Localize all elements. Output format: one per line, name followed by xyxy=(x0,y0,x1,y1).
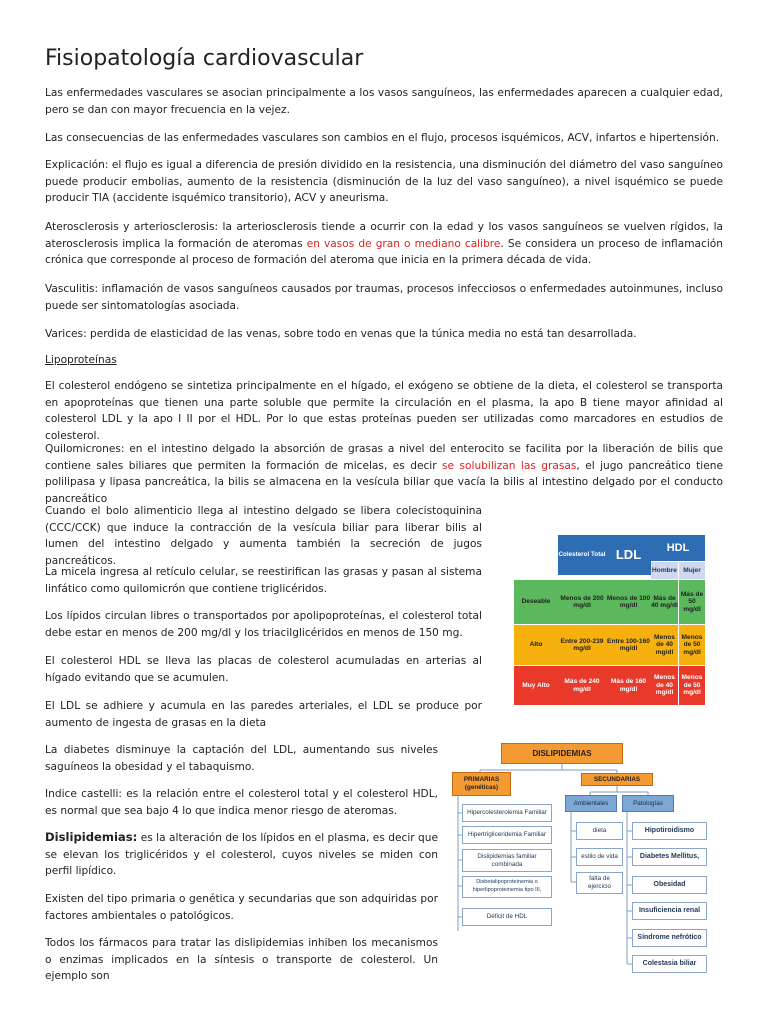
cell-hombre-muy-alto: Menos de 40 mg/dl xyxy=(651,666,678,705)
diagram-prim-item: Hipercolesterolemia Familiar xyxy=(462,804,552,822)
paragraph-hdl: El colesterol HDL se lleva las placas de colesterol acumuladas en arterias al hígado evitando que se acumulen. xyxy=(45,655,482,684)
highlight-text: en vasos de gran o mediano calibre xyxy=(306,237,501,250)
diagram-pat-item: Colestasia biliar xyxy=(632,955,707,973)
text: Quilomicrones: en el intestino delgado la absorción de grasas a nivel del enterocito se facilita por la liberación de bilis que contiene sales biliares que permiten la formación de micelas, es decir xyxy=(45,443,723,472)
header-ldl: LDL xyxy=(606,535,651,575)
paragraph-lipids: Los lípidos circulan libres o transportados por apolipoproteínas, el colesterol total debe estar en menos de 200 mg/dl y los triacilglicéridos en menos de 150 mg. xyxy=(45,610,482,639)
header-hdl: HDL xyxy=(651,535,705,561)
diagram-prim-item: Hipertrigliceridemia Familiar xyxy=(462,826,552,844)
header-mujer: Mujer xyxy=(679,562,705,579)
paragraph-consequences: Las consecuencias de las enfermedades vasculares son cambios en el flujo, procesos isquémicos, ACV, infartos e hipertensión. xyxy=(45,132,720,144)
row-label-deseable: Deseable xyxy=(514,580,558,624)
paragraph-explanation: Explicación: el flujo es igual a diferencia de presión dividido en la resistencia, una disminución del diámetro del vaso sanguíneo puede producir embolias, aumento de la resistencia (disminución de la luz del vaso sanguíneo), a nivel isquémico se puede producir TIA (accidente isquémico transitorio), ACV y aneurisma. xyxy=(45,159,723,205)
cholesterol-table xyxy=(514,535,705,705)
diagram-ambientales: Ambientales xyxy=(565,795,617,812)
paragraph-chylomicrons xyxy=(45,441,723,507)
cell-total-alto: Entre 200-239 mg/dl xyxy=(558,625,606,665)
paragraph-types: Existen del tipo primaria o genética y secundarias que son adquiridas por factores ambientales o patológicos. xyxy=(45,893,438,922)
cell-mujer-alto: Menos de 50 mg/dl xyxy=(679,625,705,665)
diagram-amb-item: dieta xyxy=(576,822,623,840)
highlight-text: se solubilizan las grasas xyxy=(442,459,577,472)
cell-mujer-deseable: Más de 50 mg/dl xyxy=(679,580,705,624)
diagram-pat-item: Hipotiroidismo xyxy=(632,822,707,840)
paragraph-micelle: La micela ingresa al retículo celular, se reestirifican las grasas y pasan al sistema linfático como quilomicrón que contiene triglicéridos. xyxy=(45,566,482,595)
cell-total-muy-alto: Más de 240 mg/dl xyxy=(558,666,606,705)
cell-total-deseable: Menos de 200 mg/dl xyxy=(558,580,606,624)
diagram-prim-item: Disbetalipoproteinemia o hiperlipoproteinemia tipo III, xyxy=(462,876,552,898)
text: es la alteración de los lípidos en el plasma, es decir que se elevan los triglicéridos y el colesterol, cuyos niveles se miden con perfil lipídico. xyxy=(45,832,438,878)
header-hombre: Hombre xyxy=(651,562,678,579)
paragraph-dyslipidemia xyxy=(45,829,438,880)
paragraph-diabetes: La diabetes disminuye la captación del LDL, aumentando sus niveles saguíneos la obesidad y el tabaquismo. xyxy=(45,744,438,773)
cell-ldl-deseable: Menos de 100 mg/dl xyxy=(606,580,651,624)
diagram-pat-item: Insuficiencia renal xyxy=(632,902,707,920)
paragraph-cholesterol: El colesterol endógeno se sintetiza principalmente en el hígado, el exógeno se obtiene de la dieta, el colesterol se transporta en apoproteínas que tienen una parte soluble que permite la circulación en el plasma, la apo B tiene mayor afinidad al colesterol LDL y la apo I II por el HDL. Por lo que estas proteínas pueden ser utilizadas como marcadores en estudios de colesterol. xyxy=(45,380,723,442)
paragraph-varices: Varices: perdida de elasticidad de las venas, sobre todo en venas que la túnica media no está tan desarrollada. xyxy=(45,328,637,340)
diagram-prim-item: Déficit de HDL xyxy=(462,908,552,926)
diagram-prim-item: Dislipidemias familiar combinada xyxy=(462,849,552,872)
paragraph-vasculitis: Vasculitis: inflamación de vasos sanguíneos causados por traumas, procesos infecciosos o enfermedades autoinmunes, incluso puede ser sintomatologías asociada. xyxy=(45,283,723,312)
term-bold: Dislipidemias: xyxy=(45,830,138,844)
diagram-amb-item: estilo de vida xyxy=(576,848,623,866)
page-title: Fisiopatología cardiovascular xyxy=(45,46,364,71)
diagram-primarias: PRIMARIAS (genéticas) xyxy=(452,772,511,796)
cell-ldl-alto: Entre 100-160 mg/dl xyxy=(606,625,651,665)
text: Aterosclerosis y arteriosclerosis: la arteriosclerosis tiende a ocurrir con la edad y los vasos sanguíneos se vuelven rígidos, la aterosclerosis implica la formación de ateromas xyxy=(45,221,723,250)
cell-hombre-deseable: Más de 40 mg/dl xyxy=(651,580,678,624)
section-heading-lipoproteins: Lipoproteínas xyxy=(45,354,117,366)
cell-hombre-alto: Menos de 40 mg/dl xyxy=(651,625,678,665)
diagram-root: DISLIPIDEMIAS xyxy=(501,743,623,764)
diagram-secundarias: SECUNDARIAS xyxy=(581,773,653,786)
text: . Se considera un proceso de inflamación crónica que corresponde al proceso de formación del ateroma que inicia en la primera década de vida. xyxy=(45,237,723,267)
paragraph-ldl: El LDL se adhiere y acumula en las paredes arteriales, el LDL se produce por aumento de ingesta de grasas en la dieta xyxy=(45,700,482,729)
diagram-pat-item: Síndrome nefrótico xyxy=(632,929,707,947)
row-label-alto: Alto xyxy=(514,625,558,665)
diagram-patologias: Patologías xyxy=(622,795,674,812)
dyslipidemia-diagram xyxy=(452,740,707,978)
paragraph-castelli: Indice castelli: es la relación entre el colesterol total y el colesterol HDL, es normal que sea bajo 4 lo que indica menor riesgo de ateromas. xyxy=(45,788,438,817)
paragraph-atherosclerosis xyxy=(45,219,723,269)
row-label-muy-alto: Muy Alto xyxy=(514,666,558,705)
text: , el jugo pancreático tiene polilipasa y lipasa pancreática, la bilis se almacena en la vesícula biliar que vacía la bilis al intestino delgado por el conducto pancreático xyxy=(45,459,723,505)
diagram-pat-item: Obesidad xyxy=(632,876,707,894)
cell-ldl-muy-alto: Más de 160 mg/dl xyxy=(606,666,651,705)
paragraph-bolus: Cuando el bolo alimenticio llega al intestino delgado se libera colecistoquinina (CCC/CCK) que induce la contracción de la vesícula biliar para liberar bilis al lumen del intestino delgado y aumenta también la secreción de jugos pancreáticos. xyxy=(45,505,482,567)
paragraph-drugs: Todos los fármacos para tratar las dislipidemias inhiben los mecanismos o enzimas implicados en la síntesis o transporte de colesterol. Un ejemplo son xyxy=(45,937,438,983)
paragraph-intro: Las enfermedades vasculares se asocian principalmente a los vasos sanguíneos, las enfermedades aparecen a cualquier edad, pero se dan con mayor frecuencia en la vejez. xyxy=(45,87,723,116)
cell-mujer-muy-alto: Menos de 50 mg/dl xyxy=(679,666,705,705)
diagram-pat-item: Diabetes Mellitus, xyxy=(632,848,707,866)
diagram-amb-item: falta de ejercicio xyxy=(576,872,623,894)
header-total: Colesterol Total xyxy=(558,535,606,575)
